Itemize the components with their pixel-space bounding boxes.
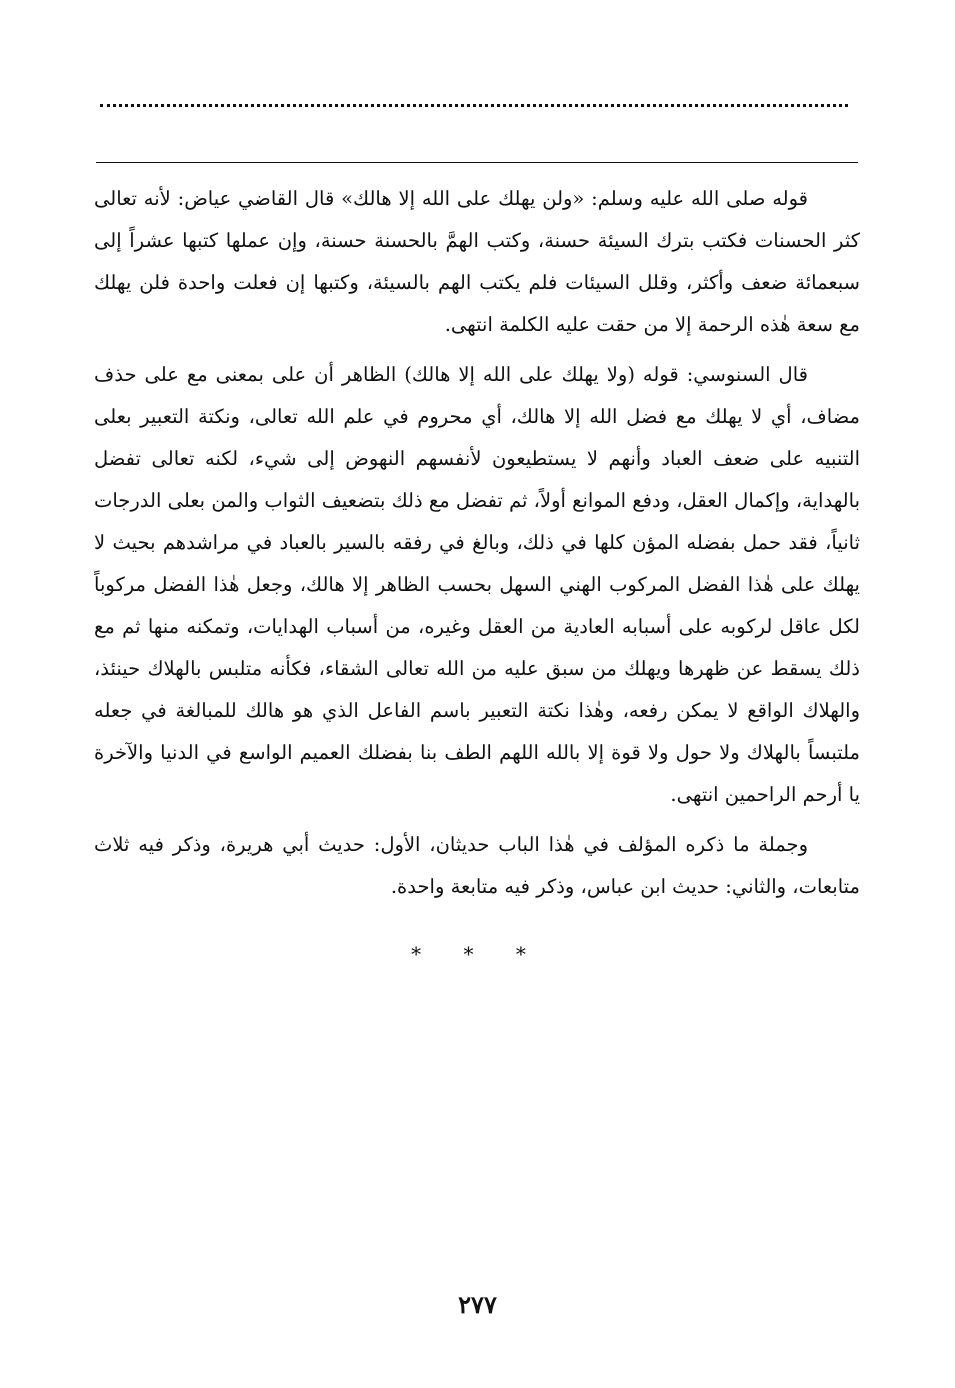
paragraph-qadi-iyad: قوله صلى الله عليه وسلم: «ولن يهلك على الله إلا هالك» قال القاضي عياض: لأنه تعالى كثر الحسنات فكتب بترك السيئة حسنة، وكتب الهمَّ بالحسنة حسنة، وإن عملها كتبها عشراً إلى سبعمائة ضعف وأكثر، وقلل السيئات فلم يكتب الهم بالسيئة، وكتبها إن فعلت واحدة فلن يهلك مع سعة هٰذه الرحمة إلا من حقت عليه الكلمة انتهى. xyxy=(94,187,860,336)
header-dotted-rule xyxy=(100,104,848,107)
page-number: ٢٧٧ xyxy=(458,1290,497,1319)
main-text xyxy=(94,178,860,908)
paragraph-sanusi: قال السنوسي: قوله (ولا يهلك على الله إلا هالك) الظاهر أن على بمعنى مع على حذف مضاف، أي لا يهلك مع فضل الله إلا هالك، أي محروم في علم الله تعالى، ونكتة التعبير بعلى التنبيه على ضعف العباد وأنهم لا يستطيعون لأنفسهم النهوض إلى شيء، لكنه تعالى تفضل بالهداية، وإكمال العقل، ودفع الموانع أولاً، ثم تفضل مع ذلك بتضعيف الثواب والمن بعلى الدرجات ثانياً، فقد حمل بفضله المؤن كلها في ذلك، وبالغ في رفقه بالسير بالعباد في مراشدهم بحيث لا يهلك على هٰذا الفضل المركوب الهني السهل بحسب الظاهر إلا هالك، وجعل هٰذا الفضل مركوباً لكل عاقل لركوبه على أسبابه العادية من العقل وغيره، من أسباب الهدايات، وتمكنه منها ثم مع ذلك يسقط عن ظهرها ويهلك من سبق عليه من الله تعالى الشقاء، فكأنه متلبس بالهلاك حينئذ، والهلاك الواقع لا يمكن رفعه، وهٰذا نكتة التعبير باسم الفاعل الذي هو هالك للمبالغة في جعله ملتبساً بالهلاك ولا حول ولا قوة إلا بالله اللهم الطف بنا بفضلك العميم الواسع في الدنيا والآخرة يا أرحم الراحمين انتهى. xyxy=(94,363,860,806)
header-solid-rule xyxy=(96,162,858,163)
section-separator: * * * xyxy=(411,942,544,966)
paragraph-summary: وجملة ما ذكره المؤلف في هٰذا الباب حديثان، الأول: حديث أبي هريرة، وذكر فيه ثلاث متابعات، والثاني: حديث ابن عباس، وذكر فيه متابعة واحدة. xyxy=(94,833,860,898)
